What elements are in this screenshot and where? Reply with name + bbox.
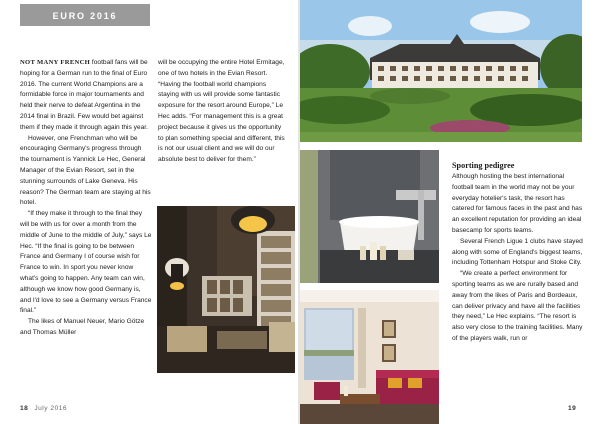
folio-left [20, 405, 67, 412]
paragraph: NOT MANY FRENCH football fans will be hoping for a German run to the final of Euro 2016. The current World Champions are a formidable force in major tournaments and held their nerve to defeat Argentina in the 2014 final in Brazil. Few would bet against them if they made it through again this year. [20, 59, 148, 131]
lounge-illustration [157, 206, 295, 373]
subheading: Sporting pedigree [452, 161, 515, 170]
page-number: 19 [568, 405, 577, 412]
bathroom-illustration [300, 150, 439, 283]
hotel-illustration [300, 0, 582, 142]
photo-hotel-exterior [300, 0, 582, 142]
paragraph: “If they make it through to the final they will be with us for over a month from the middle of June to the middle of July,” says Le Hec. “If the final is going to be between France and Germany I of course wish for France to win. In sport you never know what's going to happen. Any team can win, although we know how good Germany is, and I'd love to see a Germany versus France final.” [20, 210, 152, 315]
paragraph: The likes of Manuel Neuer, Mario Götze and Thomas Müller [20, 318, 145, 336]
section-tag: EURO 2016 [20, 4, 150, 26]
paragraph: However, one Frenchman who will be encouraging Germany's progress through the tournament is Yannick Le Hec, General Manager of the Evian Resort, set in the stunning surrounds of Lake Geneva. His reason? The German team are staying at his hotel. [20, 134, 151, 207]
article-column-2 [158, 58, 288, 166]
issue-date: July 2016 [34, 405, 68, 412]
paragraph: will be occupying the entire Hotel Ermitage, one of two hotels in the Evian Resort. “Having the football world champions staying with us will provide some fantastic exposure for the resort around Europe,” Le Hec adds. “For management this is a great project because it gives us the opportunity to plan something special and different, this is not our usual client and we will do our absolute best to deliver for them.” [158, 59, 285, 164]
article-column-1 [20, 58, 152, 339]
photo-bathroom [300, 150, 439, 283]
paragraph: Several French Ligue 1 clubs have stayed along with some of England's biggest teams, including Tottenham Hotspur and Stoke City. [452, 237, 583, 267]
folio-right [568, 405, 582, 412]
drop-lead: NOT MANY FRENCH [20, 59, 91, 66]
left-page [0, 0, 298, 424]
paragraph: “We create a perfect environment for sporting teams as we are rurally based and away from the likes of Paris and Bordeaux, can deliver privacy and have all the facilities they need,” Le Hec explains. “The resort is also very close to the training facilities. Many of the players walk, run or [452, 270, 583, 342]
right-page [300, 0, 600, 424]
page-number: 18 [20, 405, 29, 412]
bedroom-illustration [300, 290, 439, 424]
paragraph: Although hosting the best international football team in the world may not be your everyday hotelier's task, the resort has catered for famous faces in the past and has an excellent reputation for providing an ideal basecamp for sports teams. [452, 173, 583, 234]
article-column-3 [452, 160, 587, 345]
photo-lounge [157, 206, 295, 373]
photo-bedroom [300, 290, 439, 424]
